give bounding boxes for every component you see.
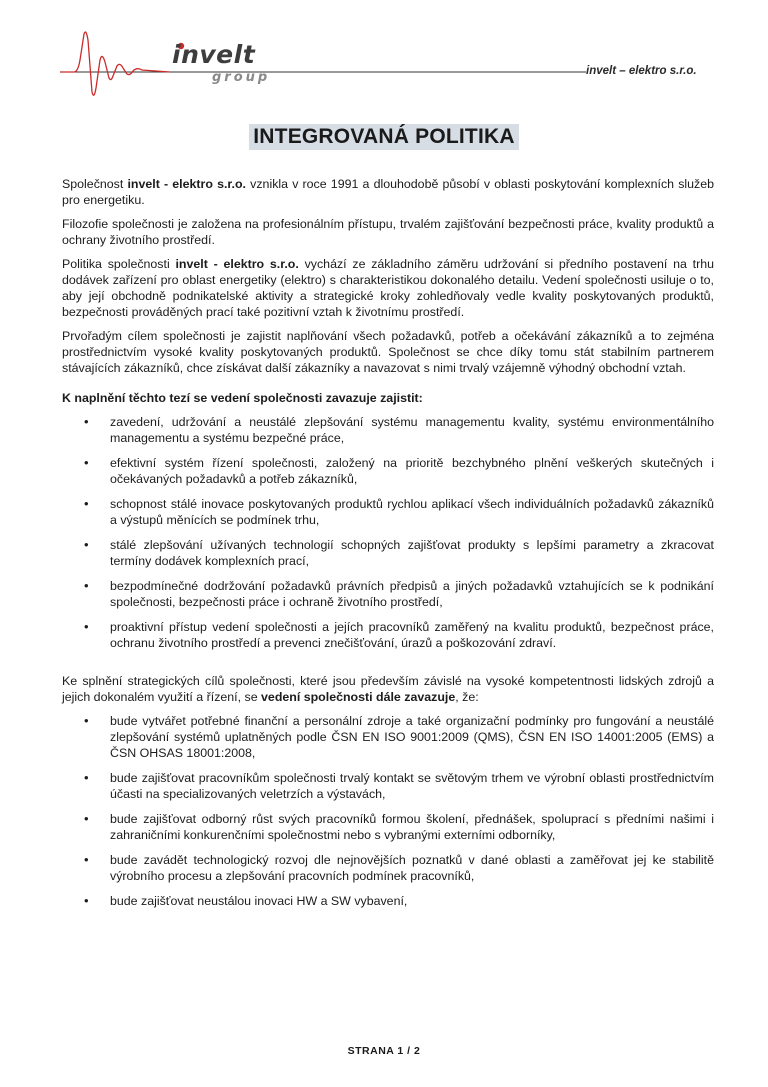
logo-subtitle: group — [212, 70, 271, 85]
section2-intro-bold: vedení společnosti dále zavazuje — [261, 690, 456, 704]
list-item: • bude zajišťovat odborný růst svých pracovníků formou školení, přednášek, spoluprací s předními našimi i zahraničními konkurenčními společnostmi nebo s vybranými externími odborníky, — [62, 811, 714, 843]
page-number: STRANA 1 / 2 — [347, 1045, 421, 1057]
list-item: • bude zajišťovat neustálou inovaci HW a SW vybavení, — [62, 893, 714, 909]
list-item: • bude zajišťovat pracovníkům společnosti trvalý kontakt se světovým trhem ve výrobní oblasti prostřednictvím účasti na specializovaných veletrzích a výstavách, — [62, 770, 714, 802]
list-item: • efektivní systém řízení společnosti, založený na prioritě bezchybného plnění veškerých skutečných i očekávaných požadavků a potřeb zákazníků, — [62, 455, 714, 487]
list-item: • schopnost stálé inovace poskytovaných produktů rychlou aplikací všech individuálních požadavků zákazníků a výstupů měnících se podmínek trhu, — [62, 496, 714, 528]
list-item: • zavedení, udržování a neustálé zlepšování systému managementu kvality, systému environmentálního managementu a systému bezpečné práce, — [62, 414, 714, 446]
logo-wave-icon — [0, 0, 768, 110]
section1-heading: K naplnění těchto tezí se vedení společnosti zavazuje zajistit: — [62, 391, 423, 405]
company-name: invelt - elektro s.r.o. — [127, 177, 246, 191]
letterhead — [0, 0, 768, 110]
company-name-header: invelt – elektro s.r.o. — [586, 65, 697, 77]
logo-wordmark: invelt — [172, 40, 256, 69]
list-item: • bezpodmínečné dodržování požadavků právních předpisů a jiných požadavků vztahujících se k podnikání společnosti, bezpečnosti práce i ochraně životního prostředí, — [62, 578, 714, 610]
paragraph-intro: Společnost invelt - elektro s.r.o. vznikla v roce 1991 a dlouhodobě působí v oblasti poskytování komplexních služeb pro energetiku. — [62, 177, 715, 207]
section1-list — [62, 414, 714, 651]
document-title: INTEGROVANÁ POLITIKA — [249, 124, 518, 150]
paragraph-goal: Prvořadým cílem společnosti je zajistit naplňování všech požadavků, potřeb a očekávání zákazníků a to zejména prostřednictvím vysoké kvality poskytovaných produktů. Společnost se chce díky tomu stát stabilním partnerem stávajících zákazníků, chce získávat další zákazníky a navazovat s nimi trvalý vzájemně výhodný obchodní vztah. — [62, 329, 714, 375]
section2-list — [62, 713, 714, 909]
list-item: • bude vytvářet potřebné finanční a personální zdroje a také organizační podmínky pro fungování a neustálé zlepšování systémů uplatněných podle ČSN EN ISO 9001:2009 (QMS), ČSN EN ISO 14001:2005 (EMS) a ČSN OHSAS 18001:2008, — [62, 713, 714, 761]
paragraph-policy: Politika společnosti invelt - elektro s.r.o. vychází ze základního záměru udržování si předního postavení na trhu dodávek zařízení pro oblast energetiky (elektro) s charakteristikou dokonalého detailu. Vedení společnosti usiluje o to, aby její obchodně podnikatelské aktivity a strategické kroky zohledňovaly vedle kvality poskytovaných produktů, bezpečnosti prováděných prací také pozitivní vztah k životnímu prostředí. — [62, 257, 714, 319]
list-item: • bude zavádět technologický rozvoj dle nejnovějších poznatků v dané oblasti a zaměřovat jej ke stabilitě výrobního procesu a zlepšování pracovních podmínek pracovníků, — [62, 852, 714, 884]
document-body — [62, 176, 714, 918]
company-name: invelt - elektro s.r.o. — [175, 257, 299, 271]
paragraph-philosophy: Filozofie společnosti je založena na profesionálním přístupu, trvalém zajišťování bezpečnosti práce, kvality produktů a ochrany životního prostředí. — [62, 217, 714, 247]
title-container — [0, 124, 768, 150]
section2-intro: Ke splnění strategických cílů společnosti, které jsou především závislé na vysoké kompetentnosti lidských zdrojů a jejich dokonalém využití a řízení, se vedení společnosti dále zavazuje, že: — [62, 674, 714, 704]
list-item: • proaktivní přístup vedení společnosti a jejích pracovníků zaměřený na kvalitu produktů, bezpečnost práce, ochranu životního prostředí a prevenci znečišťování, úrazů a poškozování zdraví. — [62, 619, 714, 651]
list-item: • stálé zlepšování užívaných technologií schopných zajišťovat produkty s lepšími parametry a zkracovat termíny dodávek komplexních prací, — [62, 537, 714, 569]
